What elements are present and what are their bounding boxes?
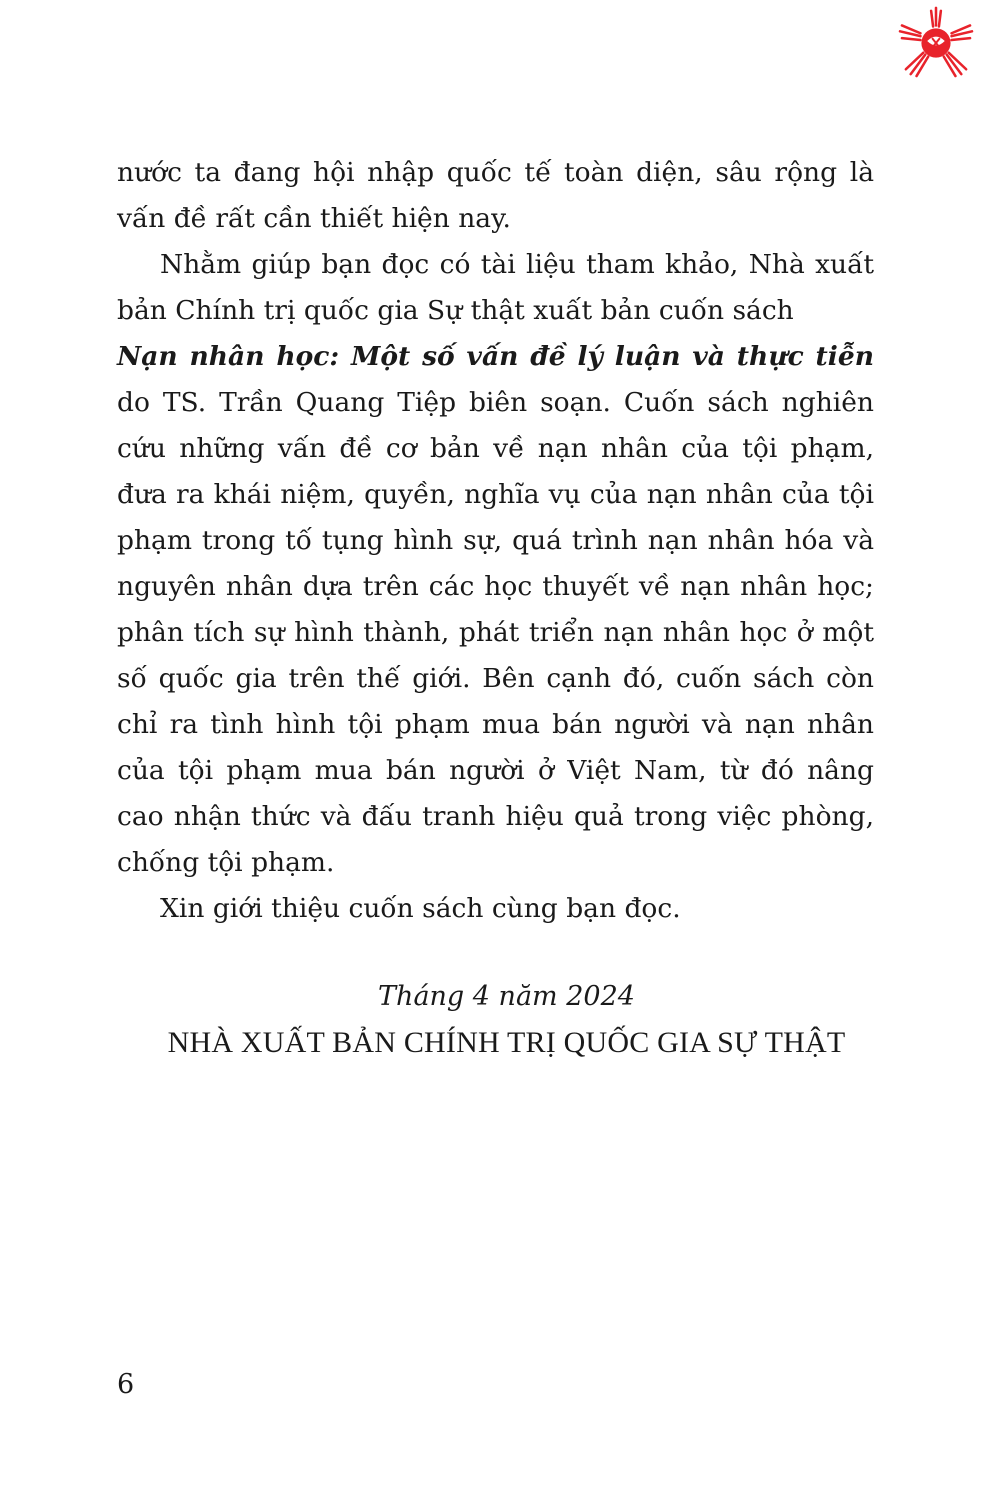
paragraph-intro-text: Nhằm giúp bạn đọc có tài liệu tham khảo, Nhà xuất bản Chính trị quốc gia Sự thật xuất bản cuốn sách — [117, 249, 874, 326]
signature-date: Tháng 4 năm 2024 — [378, 981, 635, 1012]
paragraph-continuation: nước ta đang hội nhập quốc tế toàn diện, sâu rộng là vấn đề rất cần thiết hiện nay. — [117, 157, 874, 234]
page-number: 6 — [117, 1369, 135, 1400]
publisher-star-logo-icon — [897, 6, 975, 78]
paragraph-intro — [117, 242, 874, 334]
signature-publisher: NHÀ XUẤT BẢN CHÍNH TRỊ QUỐC GIA SỰ THẬT — [167, 1026, 846, 1059]
paragraph-closing: Xin giới thiệu cuốn sách cùng bạn đọc. — [160, 893, 681, 924]
paragraph-description: do TS. Trần Quang Tiệp biên soạn. Cuốn sách nghiên cứu những vấn đề cơ bản về nạn nhân của tội phạm, đưa ra khái niệm, quyền, nghĩa vụ của nạn nhân của tội phạm trong tố tụng hình sự, quá trình nạn nhân hóa và nguyên nhân dựa trên các học thuyết về nạn nhân học; phân tích sự hình thành, phát triển nạn nhân học ở một số quốc gia trên thế giới. Bên cạnh đó, cuốn sách còn chỉ ra tình hình tội phạm mua bán người và nạn nhân của tội phạm mua bán người ở Việt Nam, từ đó nâng cao nhận thức và đấu tranh hiệu quả trong việc phòng, chống tội phạm. — [117, 387, 874, 878]
body-text — [117, 150, 874, 932]
book-title: Nạn nhân học: Một số vấn đề lý luận và thực tiễn — [117, 341, 874, 372]
